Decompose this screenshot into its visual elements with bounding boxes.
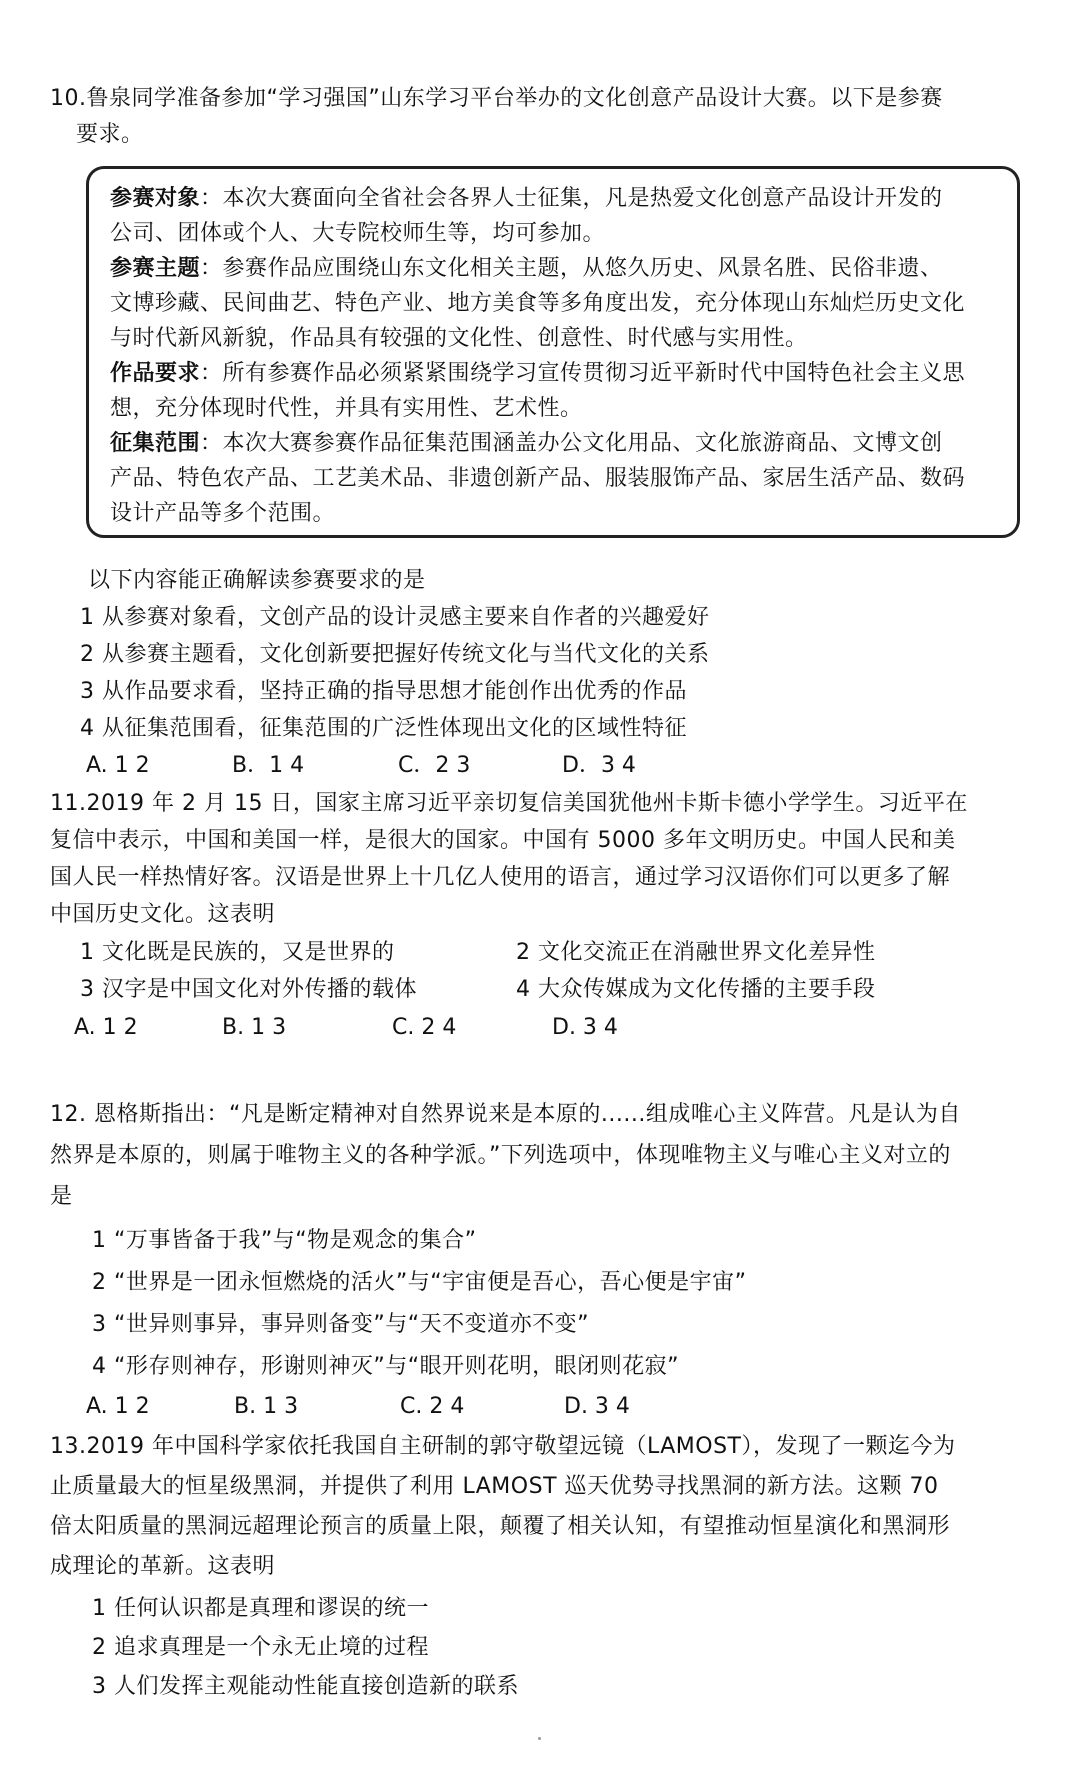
q12-stem-line-3: 是	[50, 1184, 73, 1209]
q12-option-a[interactable]: A. 1 2	[86, 1394, 150, 1419]
q12-item-3: 3 “世异则事异，事异则备变”与“天不变道亦不变”	[92, 1312, 590, 1337]
q10-stem-line-2: 要求。	[76, 122, 144, 147]
q10-box-p2-text: ：参赛作品应围绕山东文化相关主题，从悠久历史、风景名胜、民俗非遗、	[200, 256, 943, 281]
q10-box-p3-label: 作品要求	[110, 361, 201, 386]
q10-option-d[interactable]: D．3 4	[562, 753, 636, 778]
q11-option-c[interactable]: C. 2 4	[392, 1015, 457, 1040]
q10-box-p4-label: 征集范围	[110, 431, 201, 456]
q11-option-d[interactable]: D. 3 4	[552, 1015, 618, 1040]
q12-item-1: 1 “万事皆备于我”与“物是观念的集合”	[92, 1228, 477, 1253]
q10-option-c[interactable]: C．2 3	[398, 753, 471, 778]
scan-speck	[538, 1737, 541, 1740]
q10-box-p1-line-2: 公司、团体或个人、大专院校师生等，均可参加。	[110, 221, 606, 246]
q11-item-2: 2 文化交流正在消融世界文化差异性	[516, 940, 876, 965]
q13-item-2: 2 追求真理是一个永无止境的过程	[92, 1635, 429, 1660]
q10-box-p4-line-1	[110, 429, 943, 459]
q10-box-p4-line-2: 产品、特色农产品、工艺美术品、非遗创新产品、服装服饰产品、家居生活产品、数码	[110, 466, 966, 491]
q10-item-1: 1 从参赛对象看，文创产品的设计灵感主要来自作者的兴趣爱好	[80, 605, 710, 630]
q11-option-a[interactable]: A. 1 2	[74, 1015, 138, 1040]
q11-option-b[interactable]: B. 1 3	[222, 1015, 287, 1040]
q12-item-4: 4 “形存则神存，形谢则神灭”与“眼开则花明，眼闭则花寂”	[92, 1354, 680, 1379]
q13-stem-line-1: 13.2019 年中国科学家依托我国自主研制的郭守敬望远镜（LAMOST），发现了一颗迄今为	[50, 1434, 956, 1459]
q13-stem-line-3: 倍太阳质量的黑洞远超理论预言的质量上限，颠覆了相关认知，有望推动恒星演化和黑洞形	[50, 1514, 951, 1539]
q13-stem-line-4: 成理论的革新。这表明	[50, 1554, 276, 1579]
q10-box-p2-label: 参赛主题	[110, 256, 201, 281]
q11-stem-line-4: 中国历史文化。这表明	[50, 902, 276, 927]
q10-box-p2-line-1	[110, 254, 943, 284]
q10-box-p2-line-3: 与时代新风新貌，作品具有较强的文化性、创意性、时代感与实用性。	[110, 326, 808, 351]
q10-stem-line-1: 10.鲁泉同学准备参加“学习强国”山东学习平台举办的文化创意产品设计大赛。以下是参赛	[50, 86, 943, 111]
q10-box-p1-text: ：本次大赛面向全省社会各界人士征集，凡是热爱文化创意产品设计开发的	[200, 186, 943, 211]
q13-stem-line-2: 止质量最大的恒星级黑洞，并提供了利用 LAMOST 巡天优势寻找黑洞的新方法。这颗 70	[50, 1474, 939, 1499]
q10-box-p4-text: ：本次大赛参赛作品征集范围涵盖办公文化用品、文化旅游商品、文博文创	[200, 431, 943, 456]
q10-item-3: 3 从作品要求看，坚持正确的指导思想才能创作出优秀的作品	[80, 679, 687, 704]
q13-item-1: 1 任何认识都是真理和谬误的统一	[92, 1596, 429, 1621]
q13-item-3: 3 人们发挥主观能动性能直接创造新的联系	[92, 1674, 519, 1699]
q11-item-3: 3 汉字是中国文化对外传播的载体	[80, 977, 417, 1002]
q10-box-p1-label: 参赛对象	[110, 186, 201, 211]
q10-item-2: 2 从参赛主题看，文化创新要把握好传统文化与当代文化的关系	[80, 642, 710, 667]
q12-stem-line-2: 然界是本原的，则属于唯物主义的各种学派。”下列选项中，体现唯物主义与唯心主义对立的	[50, 1143, 951, 1168]
q10-box-p3-text: ：所有参赛作品必须紧紧围绕学习宣传贯彻习近平新时代中国特色社会主义思	[200, 361, 966, 386]
q12-item-2: 2 “世界是一团永恒燃烧的活火”与“宇宙便是吾心，吾心便是宇宙”	[92, 1270, 747, 1295]
q10-box-p1-line-1	[110, 184, 943, 214]
q10-item-4: 4 从征集范围看，征集范围的广泛性体现出文化的区域性特征	[80, 716, 687, 741]
q11-item-1: 1 文化既是民族的，又是世界的	[80, 940, 395, 965]
q10-box-p4-line-3: 设计产品等多个范围。	[110, 501, 336, 526]
q10-question: 以下内容能正确解读参赛要求的是	[88, 568, 426, 593]
q10-box-p3-line-1	[110, 359, 965, 389]
q10-box-p2-line-2: 文博珍藏、民间曲艺、特色产业、地方美食等多角度出发，充分体现山东灿烂历史文化	[110, 291, 966, 316]
q11-stem-line-3: 国人民一样热情好客。汉语是世界上十几亿人使用的语言，通过学习汉语你们可以更多了解	[50, 865, 951, 890]
q12-option-d[interactable]: D. 3 4	[564, 1394, 630, 1419]
q10-option-b[interactable]: B．1 4	[232, 753, 305, 778]
q10-option-a[interactable]: A. 1 2	[86, 753, 150, 778]
q12-stem-line-1: 12. 恩格斯指出：“凡是断定精神对自然界说来是本原的......组成唯心主义阵营。凡是认为自	[50, 1102, 961, 1127]
q11-stem-line-2: 复信中表示，中国和美国一样，是很大的国家。中国有 5000 多年文明历史。中国人民和美	[50, 828, 956, 853]
q12-option-b[interactable]: B. 1 3	[234, 1394, 299, 1419]
q11-item-4: 4 大众传媒成为文化传播的主要手段	[516, 977, 876, 1002]
q11-stem-line-1: 11.2019 年 2 月 15 日，国家主席习近平亲切复信美国犹他州卡斯卡德小学学生。习近平在	[50, 791, 968, 816]
q10-box-p3-line-2: 想，充分体现时代性，并具有实用性、艺术性。	[110, 396, 583, 421]
q12-option-c[interactable]: C. 2 4	[400, 1394, 465, 1419]
